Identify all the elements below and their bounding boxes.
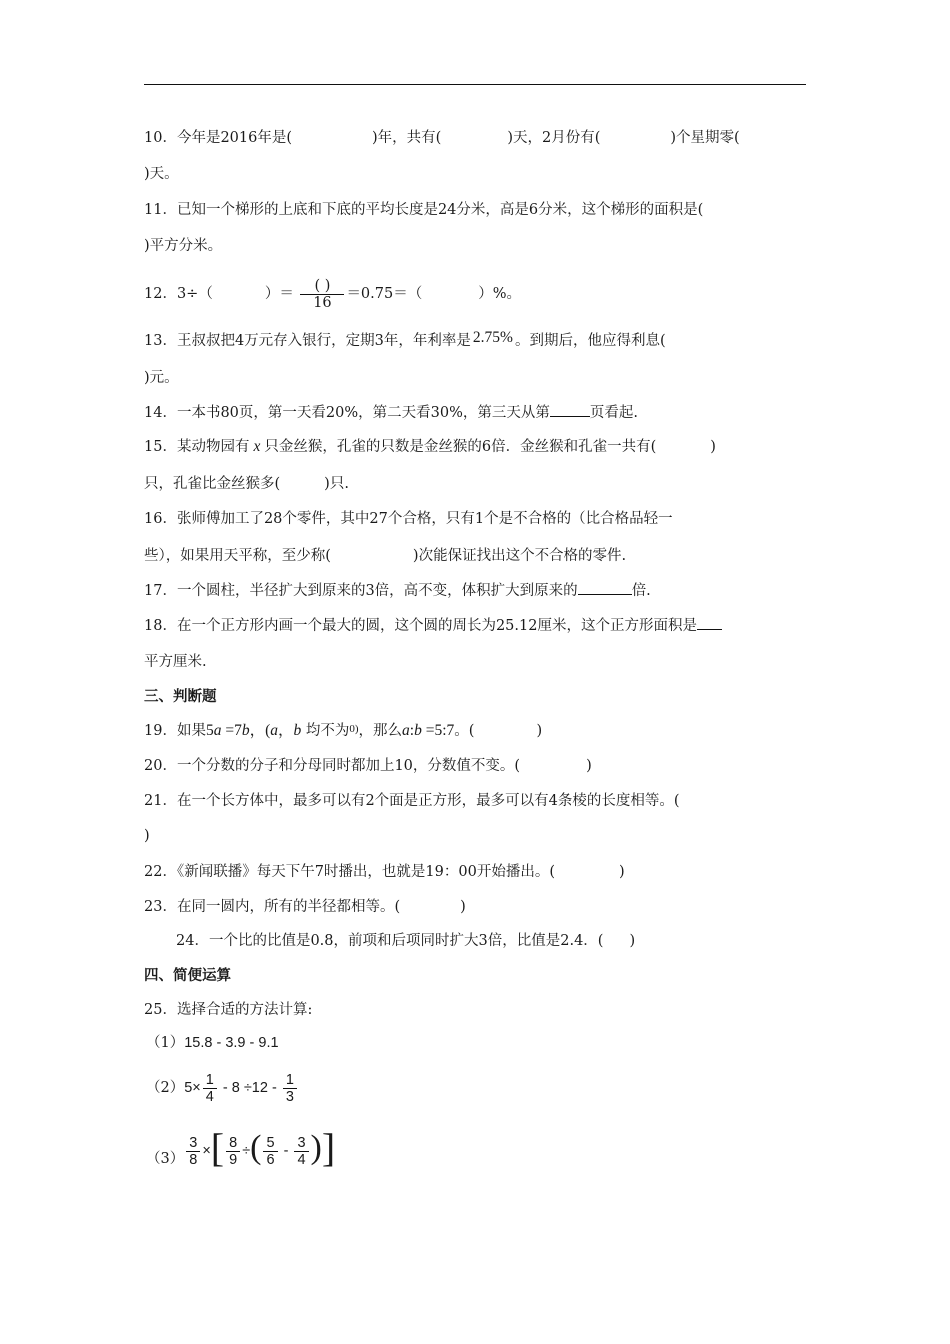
question-15-cont: 只，孔雀比金丝猴多( )只. [144, 476, 349, 492]
question-11-cont: )平方分米。 [144, 238, 223, 254]
question-21: 21．在一个长方体中，最多可以有2个面是正方形，最多可以有4条棱的长度相等。( [144, 793, 680, 809]
question-13-cont: )元。 [144, 370, 179, 386]
calc-item-1: （1）15.8 - 3.9 - 9.1 [146, 1035, 279, 1051]
question-13: 13．王叔叔把4万元存入银行，定期3年，年利率是 2.75% 。到期后，他应得利息( [144, 329, 666, 349]
section-title-simple-calc: 四、简便运算 [144, 968, 231, 984]
fraction: $\frac{( )}{16}$ [300, 278, 344, 311]
answer-blank[interactable] [697, 616, 722, 630]
question-21-cont: ) [144, 828, 150, 844]
fraction: $\frac{5}{6}$ [263, 1135, 277, 1168]
question-23: 23．在同一圆内，所有的半径都相等。( ) [144, 899, 466, 915]
question-17: 17．一个圆柱，半径扩大到原来的3倍，高不变，体积扩大到原来的 倍. [144, 583, 651, 599]
answer-blank[interactable] [550, 403, 590, 417]
section-title-judgement: 三、判断题 [144, 689, 217, 705]
question-10-cont: )天。 [144, 166, 179, 182]
question-15: 15．某动物园有 x 只金丝猴，孔雀的只数是金丝猴的6倍．金丝猴和孔雀一共有( ) [144, 438, 716, 455]
question-16-cont: 些），如果用天平称，至少称( )次能保证找出这个不合格的零件. [144, 548, 627, 564]
question-22: 22．《新闻联播》每天下午7时播出，也就是19：00开始播出。( ) [144, 864, 625, 880]
calc-item-3: （3） $\frac{3}{8}$ ×[ $\frac{8}{9}$ ÷( $\frac{5}{6}$ - $\frac{3}{4}$ )] [146, 1125, 336, 1171]
question-25: 25．选择合适的方法计算: [144, 1002, 313, 1018]
fraction: $\frac{1}{3}$ [283, 1072, 297, 1105]
right-paren: ) [310, 1129, 322, 1167]
left-bracket: [ [210, 1125, 225, 1171]
question-18-cont: 平方厘米. [144, 654, 207, 670]
question-24: 24．一个比的比值是0.8，前项和后项同时扩大3倍，比值是2.4．( ) [176, 933, 636, 949]
question-18: 18．在一个正方形内画一个最大的圆，这个圆的周长为25.12厘米，这个正方形面积是 [144, 616, 722, 636]
fraction: $\frac{1}{4}$ [203, 1072, 217, 1105]
question-20: 20．一个分数的分子和分母同时都加上10，分数值不变。( ) [144, 758, 592, 774]
question-14: 14．一本书80页，第一天看20%，第二天看30%，第三天从第 页看起. [144, 405, 638, 421]
question-16: 16．张师傅加工了28个零件，其中27个合格，只有1个是不合格的（比合格品轻一 [144, 511, 673, 527]
right-bracket: ] [321, 1125, 336, 1171]
fraction: $\frac{3}{8}$ [186, 1135, 200, 1168]
question-19: 19．如果5a =7b，(a，b 均不为$^{0)}$，那么a:b =5:7。( ) [144, 722, 543, 739]
question-12: 12．3÷（ ）＝ $\frac{( )}{16}$ ＝0.75＝（ ）%。 [144, 277, 522, 311]
left-paren: ( [250, 1129, 262, 1167]
calc-item-2: （2）5× $\frac{1}{4}$ - 8 ÷12 - $\frac{1}{3}$ [146, 1068, 299, 1108]
answer-blank[interactable] [578, 581, 632, 595]
question-10: 10．今年是2016年是( )年，共有( )天，2月份有( )个星期零( [144, 130, 740, 146]
question-11: 11．已知一个梯形的上底和下底的平均长度是24分米，高是6分米，这个梯形的面积是( [144, 202, 704, 218]
header-rule [144, 84, 806, 85]
fraction: $\frac{8}{9}$ [226, 1135, 240, 1168]
fraction: $\frac{3}{4}$ [294, 1135, 308, 1168]
